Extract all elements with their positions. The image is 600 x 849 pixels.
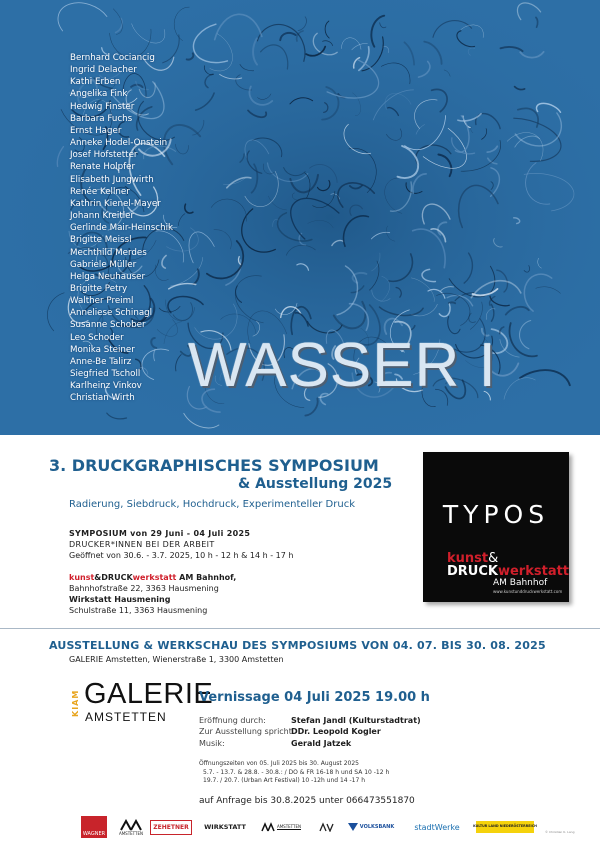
scribble-stroke — [449, 302, 455, 303]
logo-werkstatt: werkstatt — [497, 564, 570, 579]
kiam-label: KIAM — [71, 689, 80, 717]
artist-list — [70, 52, 173, 405]
logo-amp: & — [488, 551, 499, 566]
logo-url: www.kunstunddruckwerkstatt.com — [493, 589, 563, 594]
divider — [0, 628, 600, 629]
artist-name: Anne-Be Talirz — [70, 356, 132, 367]
artist-name: Kathi Erben — [70, 77, 121, 88]
symposium-dates: SYMPOSIUM von 29 Juni - 04 Juli 2025 — [69, 529, 251, 538]
venue1-address: Bahnhofstraße 22, 3363 Hausmening — [69, 584, 219, 593]
opening-hours — [199, 760, 389, 786]
artist-name: Walther Preiml — [70, 296, 134, 307]
galerie-label: GALERIE — [84, 678, 214, 710]
symposium-subheading: & Ausstellung 2025 — [238, 476, 393, 492]
logo-typos: TYPOS — [442, 500, 550, 529]
sponsor-logo: AMSTETTEN — [116, 816, 146, 838]
amstetten-label: AMSTETTEN — [85, 710, 167, 724]
logo-druck: DRUCK — [447, 564, 498, 579]
artist-name: Gerlinde Mair-Heinschik — [70, 223, 174, 234]
logo-am-bahnhof: AM Bahnhof — [493, 578, 548, 588]
galerie-amstetten-logo — [71, 678, 214, 724]
artist-name: Karlheinz Vinkov — [70, 381, 142, 392]
sponsor-logo: WIRKSTATT — [204, 823, 246, 831]
symposium-heading: 3. DRUCKGRAPHISCHES SYMPOSIUM — [49, 456, 379, 475]
artist-name: Brigitte Meissl — [70, 235, 132, 246]
exhibition-address: GALERIE Amstetten, Wienerstraße 1, 3300 Amstetten — [69, 655, 284, 664]
artist-name: Renate Holpfer — [70, 162, 136, 173]
sponsor-logo: stadtWerke — [414, 822, 460, 832]
sponsor-logo: WAGNER — [80, 816, 108, 838]
venue2-name: Wirkstatt Hausmening — [69, 595, 171, 604]
artist-name: Helga Neuhauser — [70, 271, 146, 282]
artist-name: Leo Schoder — [70, 332, 124, 343]
vernissage-title: Vernissage 04 Juli 2025 19.00 h — [199, 690, 430, 705]
venue1-name: kunst&DRUCKwerkstatt AM Bahnhof, — [69, 573, 237, 582]
sponsor-logo: AMSTETTEN — [254, 816, 308, 838]
amstetten-mark-icon — [119, 819, 143, 831]
artist-name: Gabriele Müller — [70, 259, 137, 270]
artist-name: Elisabeth Jungwirth — [70, 174, 154, 185]
exhibition-heading: AUSSTELLUNG & WERKSCHAU DES SYMPOSIUMS VON 04. 07. BIS 30. 08. 2025 — [49, 639, 546, 652]
sponsor-bar — [78, 816, 578, 840]
sponsor-logo: ZEHETNER — [150, 816, 192, 838]
artist-name: Anneliese Schinagl — [70, 308, 153, 319]
artist-name: Monika Steiner — [70, 344, 135, 355]
artist-name: Barbara Fuchs — [70, 113, 133, 124]
artist-name: Siegfried Tscholl — [70, 369, 141, 380]
artist-name: Christian Wirth — [70, 393, 135, 404]
symposium-locations — [69, 572, 236, 616]
volksbank-icon — [348, 823, 358, 831]
artist-name: Bernhard Cociancig — [70, 53, 155, 63]
hours-line1: 5.7. - 13.7. & 28.8. - 30.8.: / DO & FR 16-18 h und SA 10 -12 h — [203, 768, 390, 776]
symposium-hours: Geöffnet von 30.6. - 3.7. 2025, 10 h - 12 h & 14 h - 17 h — [69, 551, 294, 560]
hours-line2: 19.7. / 20.7. (Urban Art Festival) 10 -12h und 14 -17 h — [203, 777, 366, 784]
artist-name: Anneke Hodel-Onstein — [70, 138, 168, 149]
artist-name: Ingrid Delacher — [70, 65, 137, 76]
artist-name: Mechthild Merdes — [70, 247, 147, 258]
symposium-subtitle: DRUCKER*INNEN BEI DER ARBEIT — [69, 540, 215, 549]
logo-kunst: kunst — [447, 551, 489, 566]
amstetten-mark-icon — [261, 822, 275, 832]
typos-logo — [423, 452, 569, 602]
poster-title: WASSER I — [188, 331, 497, 400]
appointment-info: auf Anfrage bis 30.8.2025 unter 066473551870 — [199, 796, 415, 806]
artist-name: Renée Kellner — [70, 186, 130, 197]
artist-name: Ernst Hager — [70, 125, 122, 136]
sponsor-logo — [318, 816, 336, 838]
logo-workshop-name — [447, 552, 569, 578]
sponsor-logo: KULTUR LAND NIEDERÖSTERREICH — [474, 816, 536, 838]
artist-name: Kathrin Kienel-Mayer — [70, 198, 161, 209]
artist-name: Hedwig Finster — [70, 101, 135, 112]
artist-name: Johann Kreitler — [70, 211, 135, 222]
techniques: Radierung, Siebdruck, Hochdruck, Experimenteller Druck — [69, 499, 355, 510]
artist-name: Susanne Schober — [70, 320, 146, 331]
artist-name: Josef Hofstetter — [70, 150, 138, 161]
hours-title: Öffnungszeiten von 05. Juli 2025 bis 30. August 2025 — [199, 760, 359, 767]
symposium-details — [69, 528, 293, 561]
venue2-address: Schulstraße 11, 3363 Hausmening — [69, 606, 208, 615]
artist-name: Angelika Fink — [70, 89, 128, 100]
artist-name: Brigitte Petry — [70, 283, 128, 294]
sponsor-logo: VOLKSBANK — [342, 816, 400, 838]
copyright: © Christian K. Lang — [545, 830, 575, 834]
mark-icon — [319, 822, 335, 832]
